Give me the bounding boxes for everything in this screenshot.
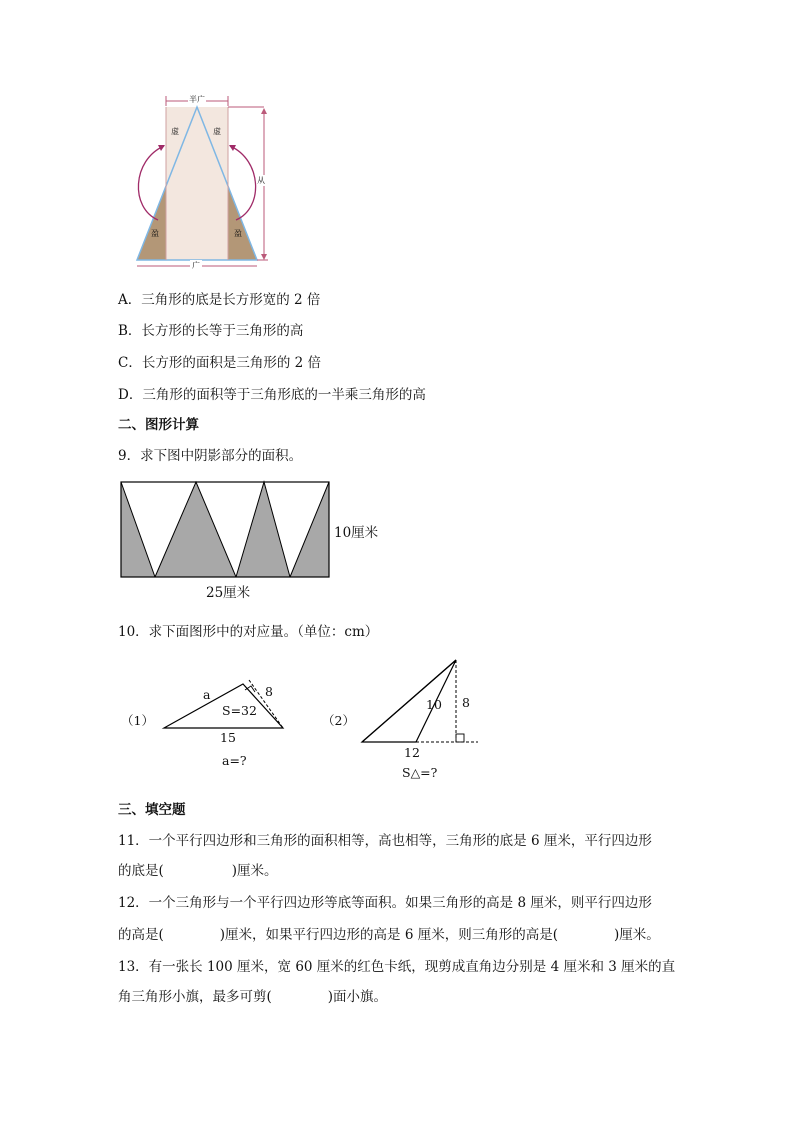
section-title-calc: 二、图形计算 bbox=[118, 417, 199, 433]
right-lower-label: 盈 bbox=[234, 229, 242, 238]
fig1-height: 8 bbox=[265, 684, 273, 699]
question-11-line2: 的底是( )厘米。 bbox=[118, 863, 278, 879]
fig2-side: 10 bbox=[426, 697, 442, 712]
left-lower-label: 盈 bbox=[151, 229, 159, 238]
question-10-text: 10．求下面图形中的对应量。（单位：cm） bbox=[118, 624, 379, 640]
right-angle-mark-2 bbox=[456, 734, 464, 742]
right-upper-label: 虚 bbox=[213, 127, 221, 136]
option-c: C．长方形的面积是三角形的 2 倍 bbox=[118, 355, 322, 371]
fig1-tag: （1） bbox=[121, 713, 154, 728]
option-b: B．长方形的长等于三角形的高 bbox=[118, 323, 304, 339]
fig1-base: 15 bbox=[220, 730, 236, 745]
left-upper-label: 虚 bbox=[171, 127, 179, 136]
height-label: 10厘米 bbox=[334, 525, 379, 541]
option-d: D．三角形的面积等于三角形底的一半乘三角形的高 bbox=[118, 387, 426, 403]
option-a: A．三角形的底是长方形宽的 2 倍 bbox=[118, 292, 321, 308]
width-label: 25厘米 bbox=[206, 585, 251, 601]
fig2-height: 8 bbox=[462, 695, 470, 710]
question-12-line2: 的高是( )厘米，如果平行四边形的高是 6 厘米，则三角形的高是( )厘米。 bbox=[118, 927, 660, 943]
side-label: 从 bbox=[257, 176, 265, 185]
fig2-question: S△=? bbox=[402, 765, 438, 780]
fig2-base: 12 bbox=[404, 745, 420, 760]
top-label: 半广 bbox=[189, 95, 205, 104]
fig1-question: a=? bbox=[222, 753, 247, 768]
question-11-line1: 11．一个平行四边形和三角形的面积相等，高也相等，三角形的底是 6 厘米，平行四边形 bbox=[118, 833, 652, 849]
bottom-label: 广 bbox=[192, 261, 200, 270]
question-9-text: 9．求下图中阴影部分的面积。 bbox=[118, 448, 303, 464]
question-13-line1: 13．有一张长 100 厘米，宽 60 厘米的红色卡纸，现剪成直角边分别是 4 厘米和 3 厘米的直 bbox=[118, 959, 676, 975]
fig2-tag: （2） bbox=[322, 713, 355, 728]
section-title-fill: 三、填空题 bbox=[118, 802, 186, 818]
fig1-side-a: a bbox=[203, 687, 211, 702]
fig1-area: S=32 bbox=[222, 703, 257, 718]
question-12-line1: 12．一个三角形与一个平行四边形等底等面积。如果三角形的高是 8 厘米，则平行四边形 bbox=[118, 895, 652, 911]
question-13-line2: 角三角形小旗，最多可剪( )面小旗。 bbox=[118, 989, 388, 1005]
